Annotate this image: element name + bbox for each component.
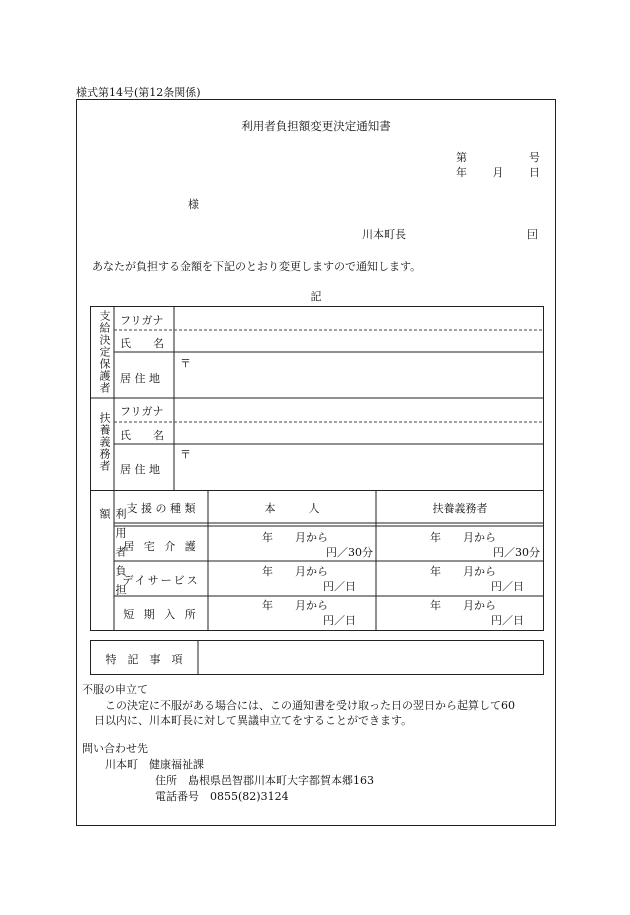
- addressee-suffix: 様: [188, 198, 199, 211]
- recipient-postal-mark: 〒: [180, 357, 191, 370]
- supporter-from: 年 月から: [430, 565, 496, 578]
- recipient-furigana-label: フリガナ: [120, 314, 164, 327]
- contact-heading: 問い合わせ先: [82, 742, 148, 755]
- seal-mark: 囙: [527, 228, 538, 241]
- supporter-postal-mark: 〒: [180, 448, 191, 461]
- self-from: 年 月から: [262, 565, 328, 578]
- appeal-heading: 不服の申立て: [82, 683, 148, 696]
- recipient-heading: 支給決定保護者: [98, 310, 111, 394]
- self-from: 年 月から: [262, 531, 328, 544]
- burden-row-label: 短 期 入 所: [123, 608, 199, 621]
- issuer: 川本町長: [362, 228, 406, 241]
- col-support-type: 支 援 の 種 類: [126, 502, 196, 515]
- contact-phone: 電話番号 0855(82)3124: [155, 790, 289, 803]
- burden-row-label: デイサービス: [122, 574, 200, 587]
- burden-row-label: 居 宅 介 護: [123, 540, 199, 553]
- special-notes-label: 特 記 事 項: [105, 653, 183, 666]
- self-from: 年 月から: [262, 599, 328, 612]
- col-self: 本 人: [264, 502, 320, 515]
- burden-heading: 利用者負担額: [98, 508, 127, 603]
- notice-text: あなたが負担する金額を下記のとおり変更しますので通知します。: [92, 260, 422, 273]
- supporter-heading: 扶養義務者: [98, 412, 111, 472]
- contact-dept: 川本町 健康福祉課: [105, 758, 204, 771]
- ki-label: 記: [310, 290, 322, 303]
- col-supporter: 扶養義務者: [432, 502, 488, 515]
- supporter-from: 年 月から: [430, 599, 496, 612]
- appeal-line-2: 日以内に、川本町長に対して異議申立てをすることができます。: [94, 714, 413, 727]
- appeal-line-1: この決定に不服がある場合には、この通知書を受け取った日の翌日から起算して60: [105, 699, 515, 712]
- recipient-name-label: 氏 名: [120, 337, 164, 350]
- supporter-unit: 円／30分: [493, 546, 540, 559]
- recipient-address-label: 居 住 地: [120, 372, 160, 385]
- self-unit: 円／日: [323, 580, 356, 593]
- document-title: 利用者負担額変更決定通知書: [241, 119, 391, 133]
- supporter-furigana-label: フリガナ: [120, 405, 164, 418]
- self-unit: 円／日: [323, 614, 356, 627]
- supporter-unit: 円／日: [491, 614, 524, 627]
- date-line: 年 月 日: [456, 166, 540, 179]
- supporter-unit: 円／日: [491, 580, 524, 593]
- supporter-address-label: 居 住 地: [120, 463, 160, 476]
- self-unit: 円／30分: [326, 546, 373, 559]
- contact-address: 住所 島根県邑智郡川本町大字都賀本郷163: [155, 774, 374, 787]
- form-label: 様式第14号(第12条関係): [76, 86, 201, 99]
- supporter-from: 年 月から: [430, 531, 496, 544]
- supporter-name-label: 氏 名: [120, 429, 164, 442]
- number-line: 第 号: [456, 151, 540, 164]
